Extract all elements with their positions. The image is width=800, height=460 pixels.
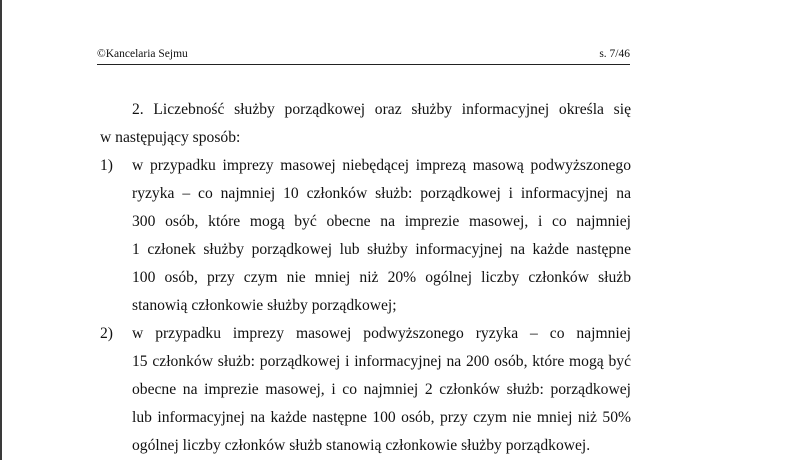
list-item-number: 2) xyxy=(100,325,113,342)
list-item-line: ryzyka – co najmniej 10 członków służb: porządkowej i informacyjnej na xyxy=(132,185,631,202)
list-item-text xyxy=(132,320,631,460)
paragraph-line: w następujący sposób: xyxy=(100,129,241,146)
document-body xyxy=(100,96,631,460)
list-item-line: w przypadku imprezy masowej niebędącej imprezą masową podwyższonego xyxy=(132,157,631,174)
list-item-line: 1 członek służby porządkowej lub służby informacyjnej na każde następne xyxy=(132,241,631,258)
page-header xyxy=(97,48,630,65)
list-item-line: w przypadku imprezy masowej podwyższonego ryzyka – co najmniej xyxy=(132,325,631,342)
list-item-line: 100 osób, przy czym nie mniej niż 20% ogólnej liczby członków służb xyxy=(132,269,631,286)
paragraph-line: 2. Liczebność służby porządkowej oraz służby informacyjnej określa się xyxy=(132,101,631,118)
list-item-1 xyxy=(100,152,631,320)
list-item-line: lub informacyjnej na każde następne 100 osób, przy czym nie mniej niż 50% xyxy=(132,409,631,426)
document-page xyxy=(2,0,800,460)
list-item-line: 15 członków służb: porządkowej i informacyjnej na 200 osób, które mogą być xyxy=(132,353,631,370)
header-publisher: ©Kancelaria Sejmu xyxy=(97,48,188,60)
list-item-line: obecne na imprezie masowej, i co najmniej 2 członków służb: porządkowej xyxy=(132,381,631,398)
paragraph-intro xyxy=(100,96,631,152)
list-item-line: ogólnej liczby członków służb stanowią członkowie służby porządkowej. xyxy=(132,437,591,454)
list-item-text xyxy=(132,152,631,320)
list-item-line: 300 osób, które mogą być obecne na imprezie masowej, i co najmniej xyxy=(132,213,631,230)
list-item-number: 1) xyxy=(100,157,113,174)
list-item-line: stanowią członkowie służby porządkowej; xyxy=(132,297,397,314)
list-item-2 xyxy=(100,320,631,460)
header-page-number: s. 7/46 xyxy=(599,48,630,60)
